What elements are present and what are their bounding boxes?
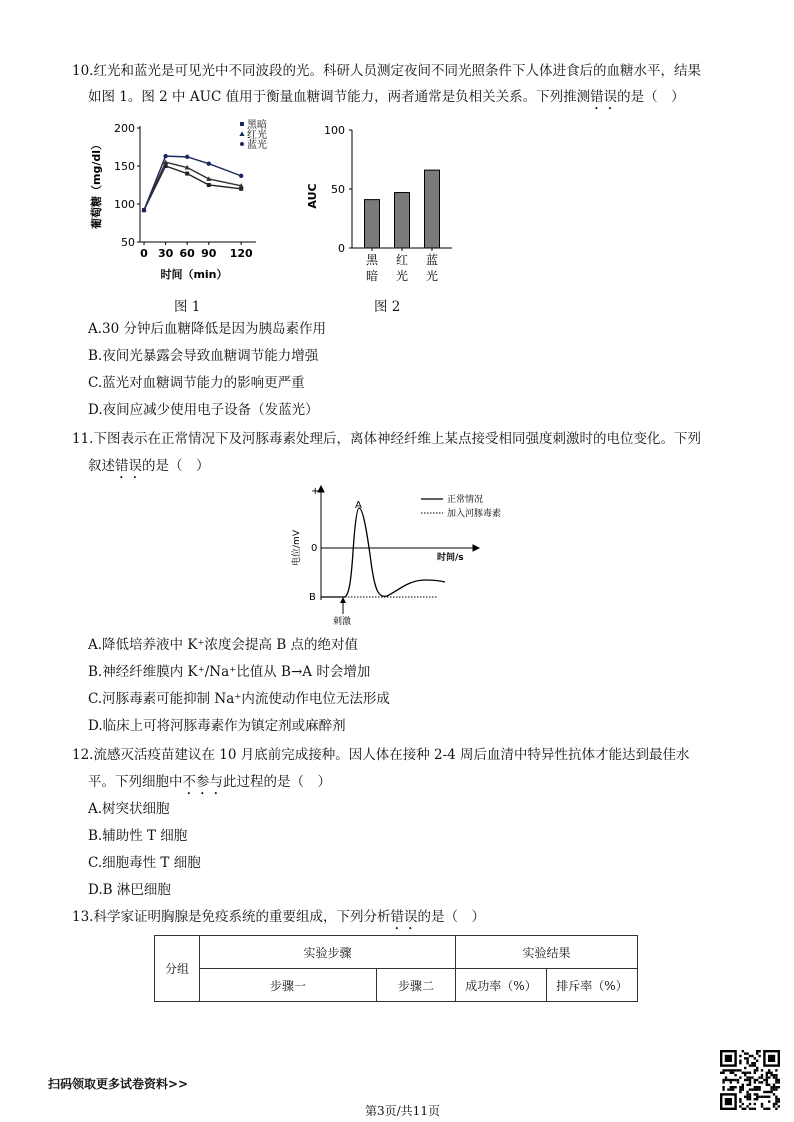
figure-1-legend-marker — [240, 142, 244, 146]
q10-line2-emphasis: 错误 — [590, 89, 618, 105]
ap-plus-label: + — [311, 486, 320, 497]
table-header-steps: 实验步骤 — [200, 936, 456, 969]
q10-option-d[interactable]: D.夜间应减少使用电子设备（发蓝光） — [88, 402, 319, 418]
ap-legend-normal: 正常情况 — [447, 495, 484, 505]
figure-1-point-黑暗 — [185, 172, 189, 176]
ap-stimulus-label: 刺激 — [333, 617, 352, 627]
figure-2-bar-黑暗 — [365, 200, 380, 248]
figure-1-y-tick-label: 150 — [114, 160, 135, 173]
figure-1-x-label: 时间（min） — [160, 268, 228, 281]
figure-1-legend-marker — [240, 122, 244, 126]
table-header-group: 分组 — [155, 936, 200, 1002]
q11-line1: 11.下图表示在正常情况下及河豚毒素处理后，离体神经纤维上某点接受相同强度刺激时的电位变化。下列 — [72, 431, 701, 447]
ap-stimulus-arrow-head — [340, 597, 346, 603]
figure-1-legend-marker — [239, 131, 244, 136]
q11-line2-pre: 叙述 — [88, 458, 115, 474]
action-potential-chart — [285, 482, 525, 627]
q12-line2-post: 此过程的是（ ） — [223, 774, 331, 790]
q11-line2-post: 的是（ ） — [142, 458, 210, 474]
q11-option-a[interactable]: A.降低培养液中 K⁺浓度会提高 B 点的绝对值 — [88, 637, 359, 653]
table-header-success: 成功率（%） — [456, 969, 547, 1002]
figure-1-y-tick-label: 200 — [114, 122, 135, 135]
figure-1-x-tick-label: 0 — [140, 247, 148, 260]
q10-line1: 10.红光和蓝光是可见光中不同波段的光。科研人员测定夜间不同光照条件下人体进食后的血糖水平，结果 — [72, 63, 701, 79]
figure-2-category-label: 光 — [425, 269, 439, 283]
table-header-step1: 步骤一 — [200, 969, 377, 1002]
figure-1-legend-label: 蓝光 — [247, 140, 267, 151]
figure-2-category-label: 蓝 — [425, 253, 439, 267]
q13-line-post: 的是（ ） — [417, 909, 485, 925]
figure-1-x-tick-label: 120 — [229, 247, 253, 260]
figure-1-point-蓝光 — [142, 208, 146, 212]
figure-2-bar-红光 — [395, 193, 410, 248]
q12-line2-pre: 平。下列细胞中 — [88, 774, 183, 790]
figure-1-point-蓝光 — [163, 154, 167, 158]
table-header-results: 实验结果 — [456, 936, 638, 969]
figure-2-y-label: AUC — [306, 183, 319, 209]
q11-option-d[interactable]: D.临床上可将河豚毒素作为镇定剂或麻醉剂 — [88, 718, 346, 734]
figure-2-category-label: 暗 — [365, 269, 379, 283]
q10-option-c[interactable]: C.蓝光对血糖调节能力的影响更严重 — [88, 375, 305, 391]
q10-line2-post: 的是（ ） — [617, 89, 685, 105]
q11-line2 — [88, 453, 210, 482]
figure-2-y-tick-label: 50 — [331, 183, 345, 196]
figure-1-y-tick-label: 100 — [114, 198, 135, 211]
footer-page-number: 第3页/共11页 — [365, 1104, 440, 1118]
figure-1-legend-label: 黑暗 — [247, 120, 267, 131]
figure-1-x-tick-label: 60 — [179, 247, 195, 260]
figure-2-caption: 图 2 — [374, 299, 401, 315]
q11-option-b[interactable]: B.神经纤维膜内 K⁺/Na⁺比值从 B→A 时会增加 — [88, 664, 371, 680]
figure-1-series-line-红光 — [144, 162, 241, 210]
q13-line-pre: 13.科学家证明胸腺是免疫系统的重要组成，下列分析 — [72, 909, 391, 925]
q10-line2-pre: 如图 1。图 2 中 AUC 值用于衡量血糖调节能力，两者通常是负相关关系。下列推测 — [88, 89, 591, 105]
figure-2-category-label: 红 — [395, 253, 409, 267]
q13-line — [72, 904, 485, 933]
q12-line2-emphasis: 不参与 — [182, 774, 223, 790]
q13-line-emphasis: 错误 — [390, 909, 418, 925]
q10-option-a[interactable]: A.30 分钟后血糖降低是因为胰岛素作用 — [88, 321, 327, 337]
q12-option-d[interactable]: D.B 淋巴细胞 — [88, 882, 171, 898]
ap-x-label: 时间/s — [437, 553, 464, 563]
figure-1-point-蓝光 — [185, 155, 189, 159]
figure-1-x-tick-label: 90 — [201, 247, 217, 260]
figure-2-y-tick-label: 100 — [324, 124, 345, 137]
q12-line2 — [88, 769, 331, 798]
q10-option-b[interactable]: B.夜间光暴露会导致血糖调节能力增强 — [88, 348, 319, 364]
q12-option-b[interactable]: B.辅助性 T 细胞 — [88, 828, 188, 844]
ap-peak-label: A — [355, 500, 362, 511]
q13-experiment-table — [154, 935, 638, 1002]
table-header-reject: 排斥率（%） — [547, 969, 638, 1002]
figure-1-caption: 图 1 — [174, 299, 201, 315]
ap-zero-label: 0 — [311, 543, 318, 554]
figure-1-y-label: 葡萄糖（mg/dl） — [90, 139, 103, 229]
q12-option-a[interactable]: A.树突状细胞 — [88, 801, 170, 817]
ap-legend-ttx: 加入河豚毒素 — [447, 509, 502, 519]
q12-option-c[interactable]: C.细胞毒性 T 细胞 — [88, 855, 201, 871]
table-header-step2: 步骤二 — [377, 969, 456, 1002]
figure-2-bar-蓝光 — [425, 170, 440, 248]
figure-1-chart — [86, 118, 286, 288]
q12-line1: 12.流感灭活疫苗建议在 10 月底前完成接种。因人体在接种 2-4 周后血清中特异性抗体才能达到最佳水 — [72, 747, 690, 763]
figure-1-x-tick-label: 30 — [157, 247, 174, 260]
ap-y-label: 电位/mV — [292, 530, 302, 566]
ap-normal-curve — [345, 508, 445, 597]
q11-option-c[interactable]: C.河豚毒素可能抑制 Na⁺内流使动作电位无法形成 — [88, 691, 390, 707]
figure-1-point-黑暗 — [207, 183, 211, 187]
footer-promo: 扫码领取更多试卷资料>> — [48, 1077, 189, 1091]
figure-2-y-tick-label: 0 — [338, 242, 345, 255]
q10-line2 — [88, 84, 685, 113]
figure-1-y-tick-label: 50 — [121, 236, 135, 249]
figure-2-category-label: 光 — [395, 269, 409, 283]
figure-2-chart — [300, 118, 470, 288]
figure-2-category-label: 黑 — [365, 253, 379, 267]
figure-1-point-蓝光 — [239, 174, 243, 178]
qr-code-image[interactable] — [720, 1050, 780, 1110]
figure-1-legend-label: 红光 — [247, 130, 267, 141]
ap-rest-label: B — [309, 592, 316, 603]
figure-1-point-蓝光 — [207, 162, 211, 166]
q11-line2-emphasis: 错误 — [115, 458, 142, 474]
